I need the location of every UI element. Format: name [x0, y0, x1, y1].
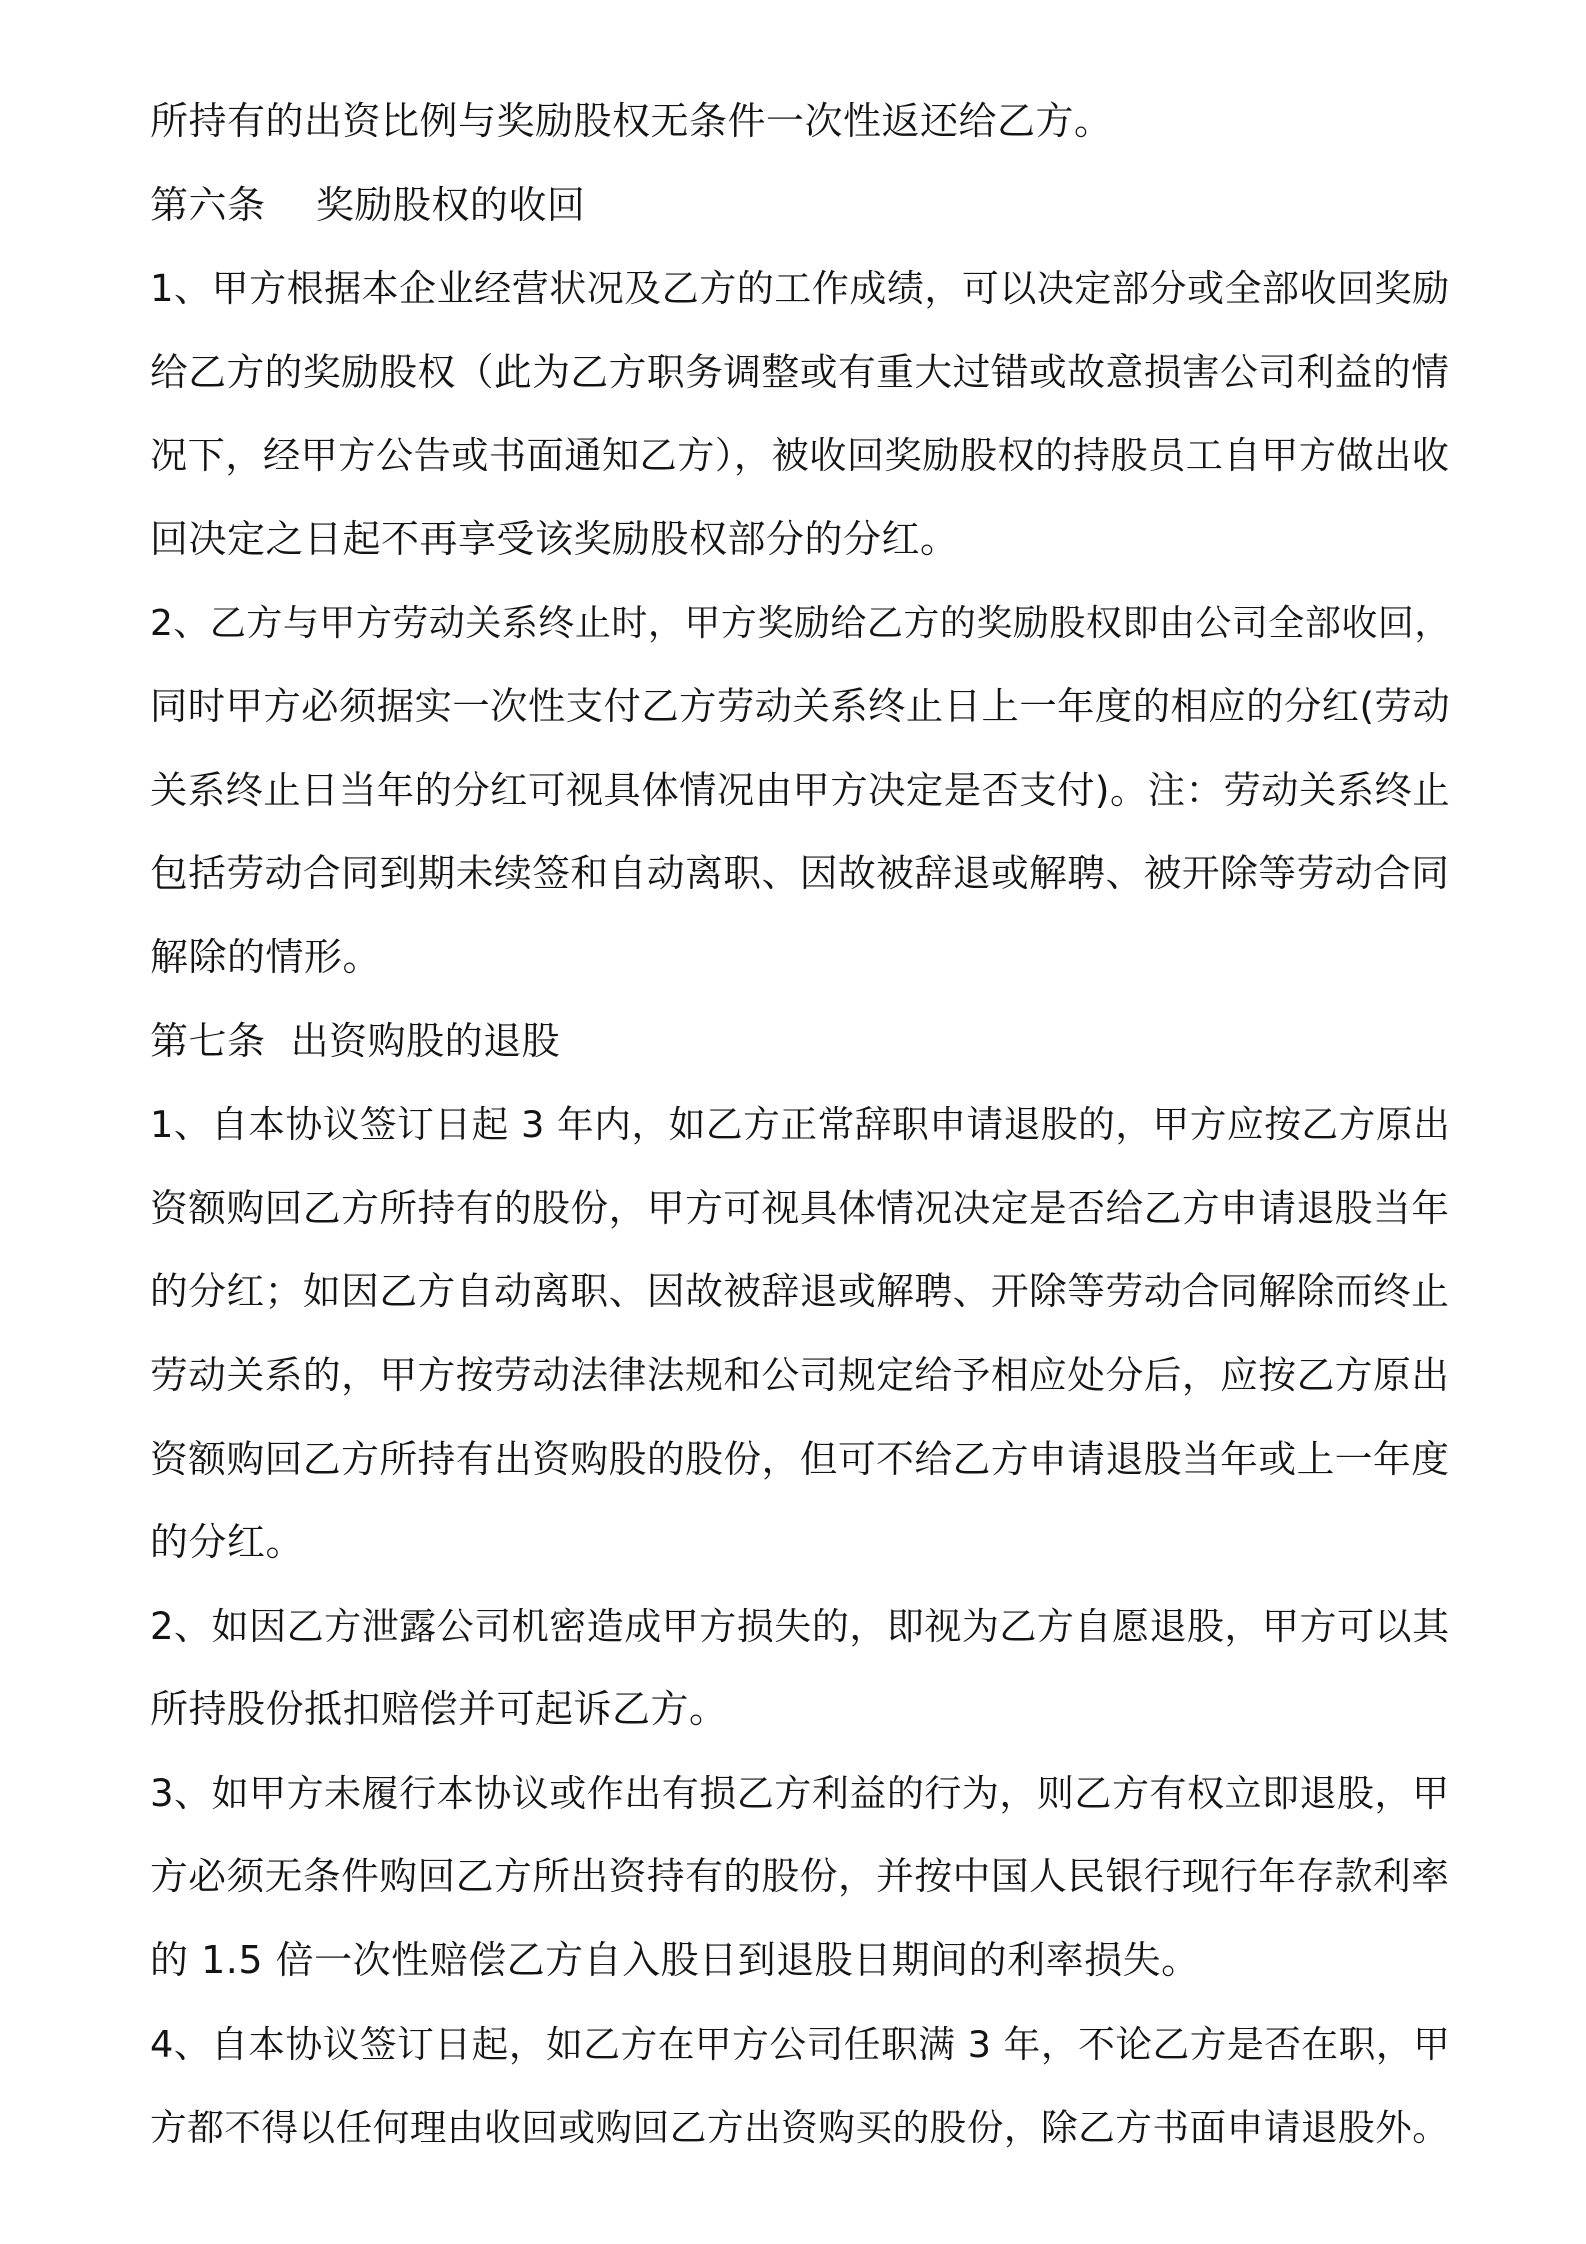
article-6-clause-2	[150, 582, 1450, 1000]
section-heading: 第七条 出资购股的退股	[150, 1018, 561, 1063]
text-line: 包括劳动合同到期未续签和自动离职、因故被辞退或解聘、被开除等劳动合同	[150, 851, 1450, 896]
article-7-clause-3	[150, 1752, 1450, 2003]
text-line: 2、如因乙方泄露公司机密造成甲方损失的，即视为乙方自愿退股，甲方可以其	[150, 1604, 1450, 1648]
text-line: 给乙方的奖励股权（此为乙方职务调整或有重大过错或故意损害公司利益的情	[150, 349, 1450, 394]
text-line: 解除的情形。	[150, 934, 382, 979]
continuation-paragraph	[150, 80, 1450, 164]
article-6-clause-1	[150, 247, 1450, 581]
text-line: 1、甲方根据本企业经营状况及乙方的工作成绩，可以决定部分或全部收回奖励	[150, 267, 1450, 311]
text-line: 回决定之日起不再享受该奖励股权部分的分红。	[150, 516, 959, 561]
text-line: 的分红。	[150, 1520, 305, 1565]
text-line: 劳动关系的，甲方按劳动法律法规和公司规定给予相应处分后，应按乙方原出	[150, 1352, 1450, 1397]
text-line: 2、乙方与甲方劳动关系终止时，甲方奖励给乙方的奖励股权即由公司全部收回，	[150, 602, 1451, 644]
document-body	[150, 80, 1450, 2170]
text-line: 3、如甲方未履行本协议或作出有损乙方利益的行为，则乙方有权立即退股，甲	[150, 1771, 1450, 1815]
article-6-heading	[150, 164, 1450, 248]
text-line: 关系终止日当年的分红可视具体情况由甲方决定是否支付)。注：劳动关系终止	[150, 767, 1451, 812]
text-line: 同时甲方必须据实一次性支付乙方劳动关系终止日上一年度的相应的分红(劳动	[150, 684, 1451, 729]
text-line: 的分红；如因乙方自动离职、因故被辞退或解聘、开除等劳动合同解除而终止	[150, 1269, 1450, 1314]
article-7-clause-4	[150, 2003, 1450, 2170]
text-line: 方必须无条件购回乙方所出资持有的股份，并按中国人民银行现行年存款利率	[150, 1854, 1450, 1899]
article-7-clause-2	[150, 1585, 1450, 1752]
article-7-heading	[150, 1000, 1450, 1084]
text-line: 所持有的出资比例与奖励股权无条件一次性返还给乙方。	[150, 99, 1113, 143]
text-line: 1、自本协议签订日起 3 年内，如乙方正常辞职申请退股的，甲方应按乙方原出	[150, 1103, 1451, 1147]
text-line: 4、自本协议签订日起，如乙方在甲方公司任职满 3 年，不论乙方是否在职，甲	[150, 2022, 1451, 2066]
article-7-clause-1	[150, 1083, 1450, 1585]
text-line: 资额购回乙方所持有的股份，甲方可视具体情况决定是否给乙方申请退股当年	[150, 1185, 1450, 1230]
text-line: 的 1.5 倍一次性赔偿乙方自入股日到退股日期间的利率损失。	[150, 1938, 1200, 1983]
text-line: 资额购回乙方所持有出资购股的股份，但可不给乙方申请退股当年或上一年度	[150, 1436, 1450, 1481]
text-line: 所持股份抵扣赔偿并可起诉乙方。	[150, 1687, 728, 1732]
text-line: 方都不得以任何理由收回或购回乙方出资购买的股份，除乙方书面申请退股外。	[150, 2106, 1450, 2150]
section-heading: 第六条 奖励股权的收回	[150, 182, 586, 227]
text-line: 况下，经甲方公告或书面通知乙方），被收回奖励股权的持股员工自甲方做出收	[150, 433, 1450, 478]
